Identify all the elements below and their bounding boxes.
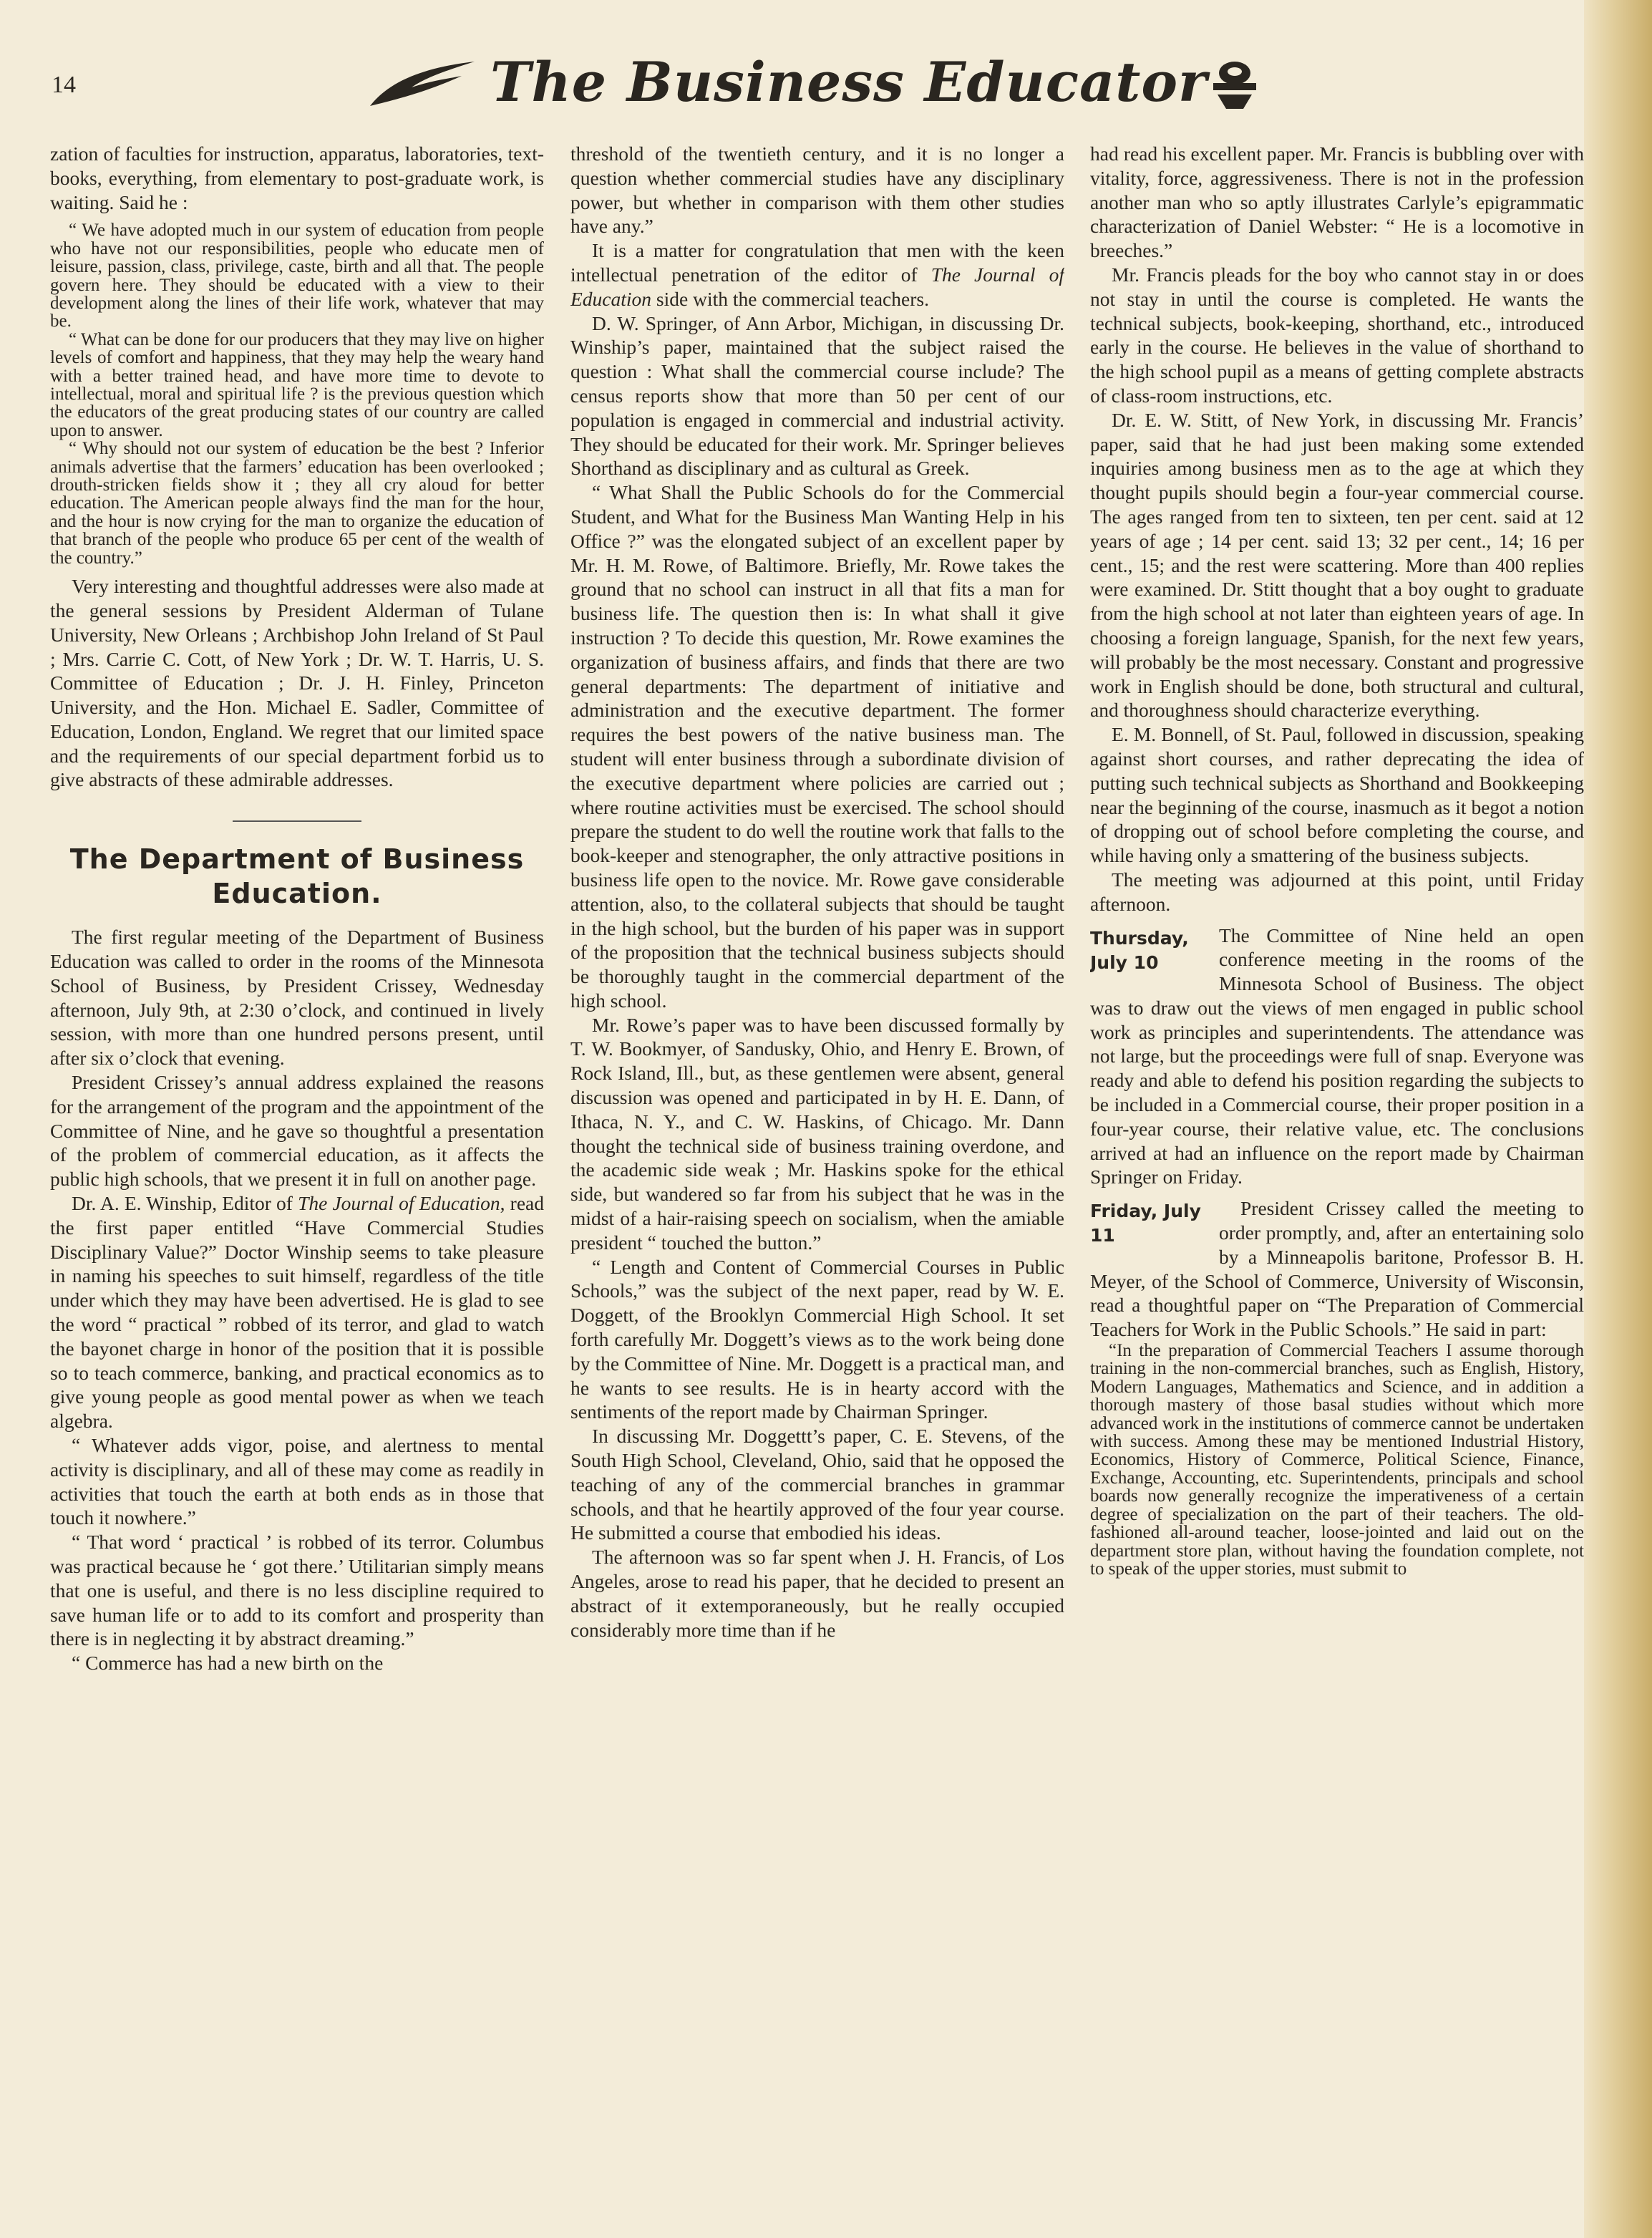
paragraph: “ Length and Content of Commercial Courses in Public Schools,” was the subject of the next paper, read by W. E. Doggett, of the Brooklyn Commercial High School. It set forth carefully Mr. Doggett’s views as to the work being done by the Committee of Nine. Mr. Doggett is a practical man, and he wants to see results. He is in hearty accord with the sentiments of the report made by Chairman Springer. [570, 1255, 1064, 1423]
paragraph: D. W. Springer, of Ann Arbor, Michigan, in discussing Dr. Winship’s paper, maintained that the subject raised the question : What shall the commercial course include? The census reports show that more than 50 per cent of our population is engaged in commercial and industrial activity. They should be educated for their work. Mr. Springer believes Shorthand as disciplinary and as cultural as Greek. [570, 311, 1064, 480]
masthead-title: The Business Educator [490, 50, 1208, 114]
paragraph: The afternoon was so far spent when J. H. Francis, of Los Angeles, arose to read his paper, that he decided to present an abstract of it extemporaneously, but he really occupied considerably more time than if he [570, 1546, 1064, 1641]
paragraph: The meeting was adjourned at this point, until Friday afternoon. [1090, 868, 1584, 915]
thursday-section [1090, 924, 1584, 1190]
paragraph: President Crissey called the meeting to order promptly, and, after an entertaining solo by a Minneapolis baritone, Professor B. H. Meyer, of the School of Commerce, University of Wisconsin, read a thoughtful paper on “The Preparation of Commercial Teachers for Work in the Public Schools.” He said in part: [1090, 1197, 1584, 1341]
paragraph: E. M. Bonnell, of St. Paul, followed in discussion, speaking against short courses, and rather deprecating the idea of putting such technical subjects as Shorthand and Bookkeeping near the beginning of the course, inasmuch as it begot a notion of dropping out of school before completing the course, and while having only a smattering of the business subjects. [1090, 723, 1584, 867]
paragraph: Very interesting and thoughtful addresses were also made at the general sessions by President Alderman of Tulane University, New Orleans ; Archbishop John Ireland of St Paul ; Mrs. Carrie C. Cott, of New York ; Dr. W. T. Harris, U. S. Committee of Education ; Dr. J. H. Finley, Princeton University, and the Hon. Michael E. Sadler, Committee of Education, London, England. We regret that our limited space and the requirements of our special department forbid us to give abstracts of these admirable addresses. [50, 575, 544, 791]
text-run: , read the first paper entitled “Have Commercial Studies Disciplinary Value?” Doctor Winship seems to take pleasure in naming his speeches to suit himself, regardless of the title under which they may have been advertised. He is glad to see the word “ practical ” robbed of its terror, and glad to watch the bayonet charge in honor of the position that it is possible so to teach commerce, banking, and practical economics as to give young people as good mental power as when we teach algebra. [50, 1192, 544, 1433]
journal-title: The Journal of Education [298, 1192, 500, 1215]
paragraph [50, 1191, 544, 1433]
quote-paragraph: “ We have adopted much in our system of education from people who have not our responsibilities, people who educate men of leisure, passion, class, privilege, caste, birth and all that. The people govern here. They should be educated with a view to their development along the lines of their life work, whatever that may be. [50, 221, 544, 331]
text-run: side with the commercial teachers. [651, 287, 929, 310]
friday-side-label: Friday, July 11 [1090, 1201, 1201, 1246]
thursday-side-label: Thursday, July 10 [1090, 927, 1189, 973]
paragraph: “ What Shall the Public Schools do for the Commercial Student, and What for the Business Man Wanting Help in his Office ?” was the elongated subject of an excellent paper by Mr. H. M. Rowe, of Baltimore. Briefly, Mr. Rowe takes the ground that no school can instruct in all that fits a man for business life. The question then is: In what shall it give instruction ? To decide this question, Mr. Rowe examines the organization of business affairs, and finds that there are two general departments: The department of initiative and administration and the executive department. The former requires the best powers of the native business man. The student will enter business through a subordinate division of the executive department where policies are carried out ; where routine activities must be exercised. The school should prepare the student to do well the routine work that falls to the book-keeper and stenographer, the only attractive positions in business life open to the novice. Mr. Rowe gave considerable attention, also, to the collateral subjects that should be taught in the high school, but the burden of his paper was in support of the proposition that the technical business subjects should be thoroughly taught in the commercial department of the high school. [570, 481, 1064, 1012]
paragraph: In discussing Mr. Doggettt’s paper, C. E. Stevens, of the South High School, Cleveland, Ohio, said that he opposed the teaching of any of the commercial branches in grammar schools, and that he heartily approved of the four year course. He submitted a course that embodied his ideas. [570, 1425, 1064, 1544]
friday-section [1090, 1196, 1584, 1342]
paragraph: “ Whatever adds vigor, poise, and alertness to mental activity is disciplinary, and all of these may come as readily in activities that touch the earth at both ends as in those that touch it nowhere.” [50, 1434, 544, 1529]
journal-title: The Journal of Education [570, 263, 1064, 310]
paragraph: The Committee of Nine held an open conference meeting in the rooms of the Minnesota School of Business. The object was to draw out the views of men engaged in public school work as principles and superintendents. The attendance was not large, but the proceedings were full of snap. Everyone was ready and able to defend his position regarding the subjects to be included in a Commercial course, their proper position in a four-year course, their relative value, etc. The conclusions arrived at had an influence on the report made by Chairman Springer on Friday. [1090, 924, 1584, 1188]
paragraph: zation of faculties for instruction, apparatus, laboratories, text-books, everything, from elementary to post-graduate work, is waiting. Said he : [50, 142, 544, 213]
paragraph: Dr. E. W. Stitt, of New York, in discussing Mr. Francis’ paper, said that he had just been making some extended inquiries among business men as to the age at which they thought pupils should begin a four-year commercial course. The ages ranged from ten to sixteen, ten per cent. said at 12 years of age ; 14 per cent. said 13; 32 per cent., 14; 16 per cent., 15; and the rest were scattering. More than 400 replies were examined. Dr. Stitt thought that a boy ought to graduate from the high school at not later than eighteen years of age. In choosing a foreign language, Spanish, for the next few years, will probably be the most necessary. Constant and progressive work in English should be done, both structural and cultural, and thoroughness should characterize everything. [1090, 408, 1584, 722]
quote-paragraph: “ Why should not our system of education be the best ? Inferior animals advertise that the farmers’ education has been overlooked ; drouth-stricken fields show it ; they all cry aloud for better education. The American people always find the man for the hour, and the hour is now crying for the man to organize the education of that branch of the people who produce 65 per cent of the wealth of the country.” [50, 439, 544, 568]
paragraph: had read his excellent paper. Mr. Francis is bubbling over with vitality, force, aggressiveness. There is not in the profession another man who so aptly illustrates Carlyle’s epigrammatic characterization of Daniel Webster: “ He is a locomotive in breeches.” [1090, 142, 1584, 262]
page-edge-shadow [1584, 0, 1652, 2238]
paragraph: threshold of the twentieth century, and it is no longer a question whether commercial studies have any disciplinary power, but whether in comparison with them other studies have any.” [570, 142, 1064, 238]
paragraph: The first regular meeting of the Department of Business Education was called to order in the rooms of the Minnesota School of Business, by President Crissey, Wednesday afternoon, July 9th, at 2:30 o’clock, and continued in lively session, with more than one hundred persons present, until after six o’clock that evening. [50, 926, 544, 1070]
quote-paragraph: “In the preparation of Commercial Teachers I assume thorough training in the non-commercial branches, such as English, History, Modern Languages, Mathematics and Science, and in addition a thorough mastery of those basal studies without which more advanced work in the institutions of commerce cannot be undertaken with success. Among these may be mentioned Industrial History, Economics, History of Commerce, Political Science, Finance, Exchange, Accounting, etc. Superintendents, principals and school boards now generally recognize the imperativeness of a certain degree of specialization on the part of their teachers. The old-fashioned all-around teacher, loose-jointed and laid out on the department store plan, without having the foundation complete, not to speak of the upper stories, must submit to [1090, 1341, 1584, 1579]
text-run: Dr. A. E. Winship, Editor of [72, 1192, 298, 1215]
paragraph: President Crissey’s annual address explained the reasons for the arrangement of the program and the appointment of the Committee of Nine, and he gave so thoughtful a presentation of the problem of commercial education, as it affects the public high schools, that we present it in full on another page. [50, 1071, 544, 1191]
paragraph: “ Commerce has had a new birth on the [72, 1652, 384, 1675]
section-heading: The Department of Business Education. [69, 843, 525, 910]
emblem-icon [1206, 54, 1263, 112]
column-3 [1090, 142, 1584, 2204]
paragraph [570, 238, 1064, 311]
text-run: It is a matter for congratulation that men with the keen intellectual penetration of the editor of [570, 239, 1064, 286]
page-number: 14 [52, 72, 76, 98]
paragraph: “ That word ‘ practical ’ is robbed of its terror. Columbus was practical because he ‘ got there.’ Utilitarian simply means that one is useful, and there is no less discipline required to save human life or to add to its comfort and prosperity than there is in neglecting it by abstract dreaming.” [50, 1531, 544, 1650]
paragraph: Mr. Rowe’s paper was to have been discussed formally by T. W. Bookmyer, of Sandusky, Ohio, and Henry E. Brown, of Rock Island, Ill., but, as these gentlemen were absent, general discussion was opened and participated in by H. E. Dann, of Ithaca, N. Y., and C. W. Haskins, of Chicago. Mr. Dann thought the technical side of business training overdone, and the academic side weak ; Mr. Haskins spoke for the ethical side, but wandered so far from his subject that he was in the midst of a hair-raising speech on socialism, when the amiable president “ touched the button.” [570, 1013, 1064, 1254]
paragraph: Mr. Francis pleads for the boy who cannot stay in or does not stay in until the course is completed. He wants the technical subjects, book-keeping, shorthand, etc., introduced early in the course. He believes in the value of shorthand to the high school pupil as a means of getting complete abstracts of class-room instructions, etc. [1090, 263, 1584, 407]
column-2 [570, 142, 1064, 2204]
masthead [43, 50, 1603, 129]
quote-paragraph: “ What can be done for our producers that they may live on higher levels of comfort and happiness, that they may help the weary hand with a better trained head, and have more time to devote to intellectual, moral and spiritual life ? is the previous question which the educators of the great producing states of our country are called upon to answer. [50, 329, 544, 440]
quill-icon [369, 59, 476, 109]
column-1 [50, 142, 544, 2204]
section-divider [233, 820, 361, 822]
